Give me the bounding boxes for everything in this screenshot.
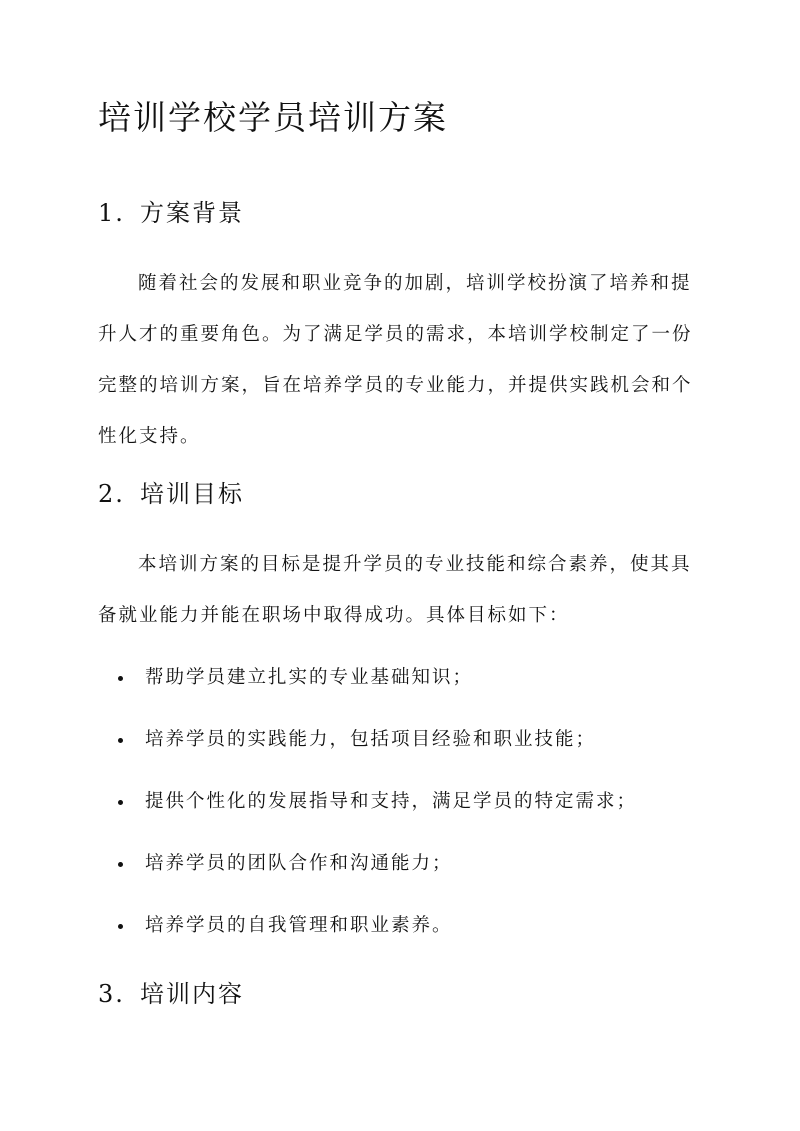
document-title: 培训学校学员培训方案 [98,98,448,137]
section-title: 培训内容 [140,980,244,1008]
section-title: 培训目标 [140,480,244,508]
list-item [118,846,637,908]
section-heading-3 [98,979,244,1009]
list-item [118,784,637,846]
section-heading-1 [98,198,244,228]
paragraph-line: 随着社会的发展和职业竞争的加剧，培训学校扮演了培养和提 [138,273,692,294]
paragraph-line: 本培训方案的目标是提升学员的专业技能和综合素养，使其具 [138,554,692,575]
list-item-text: 培养学员的自我管理和职业素养。 [145,915,453,936]
paragraph-line: 性化支持。 [98,426,201,447]
bullet-icon [118,676,123,681]
list-item-text: 培养学员的团队合作和沟通能力； [145,853,453,874]
paragraph-line: 升人才的重要角色。为了满足学员的需求，本培训学校制定了一份 [98,324,693,345]
list-item [118,660,637,722]
list-item [118,908,637,970]
section-number: 1. [98,199,125,227]
bullet-icon [118,924,123,929]
bullet-icon [118,862,123,867]
list-item-text: 培养学员的实践能力，包括项目经验和职业技能； [145,729,597,750]
section-title: 方案背景 [140,199,244,227]
section-1-paragraph [98,258,706,462]
section-number: 2. [98,480,125,508]
bullet-icon [118,738,123,743]
bullet-icon [118,800,123,805]
list-item-text: 帮助学员建立扎实的专业基础知识； [145,667,474,688]
target-bullet-list [118,660,637,970]
paragraph-line: 完整的培训方案，旨在培养学员的专业能力，并提供实践机会和个 [98,375,693,396]
list-item-text: 提供个性化的发展指导和支持，满足学员的特定需求； [145,791,638,812]
section-number: 3. [98,980,125,1008]
paragraph-line: 备就业能力并能在职场中取得成功。具体目标如下： [98,605,570,626]
section-2-paragraph [98,539,706,641]
list-item [118,722,637,784]
section-heading-2 [98,479,244,509]
